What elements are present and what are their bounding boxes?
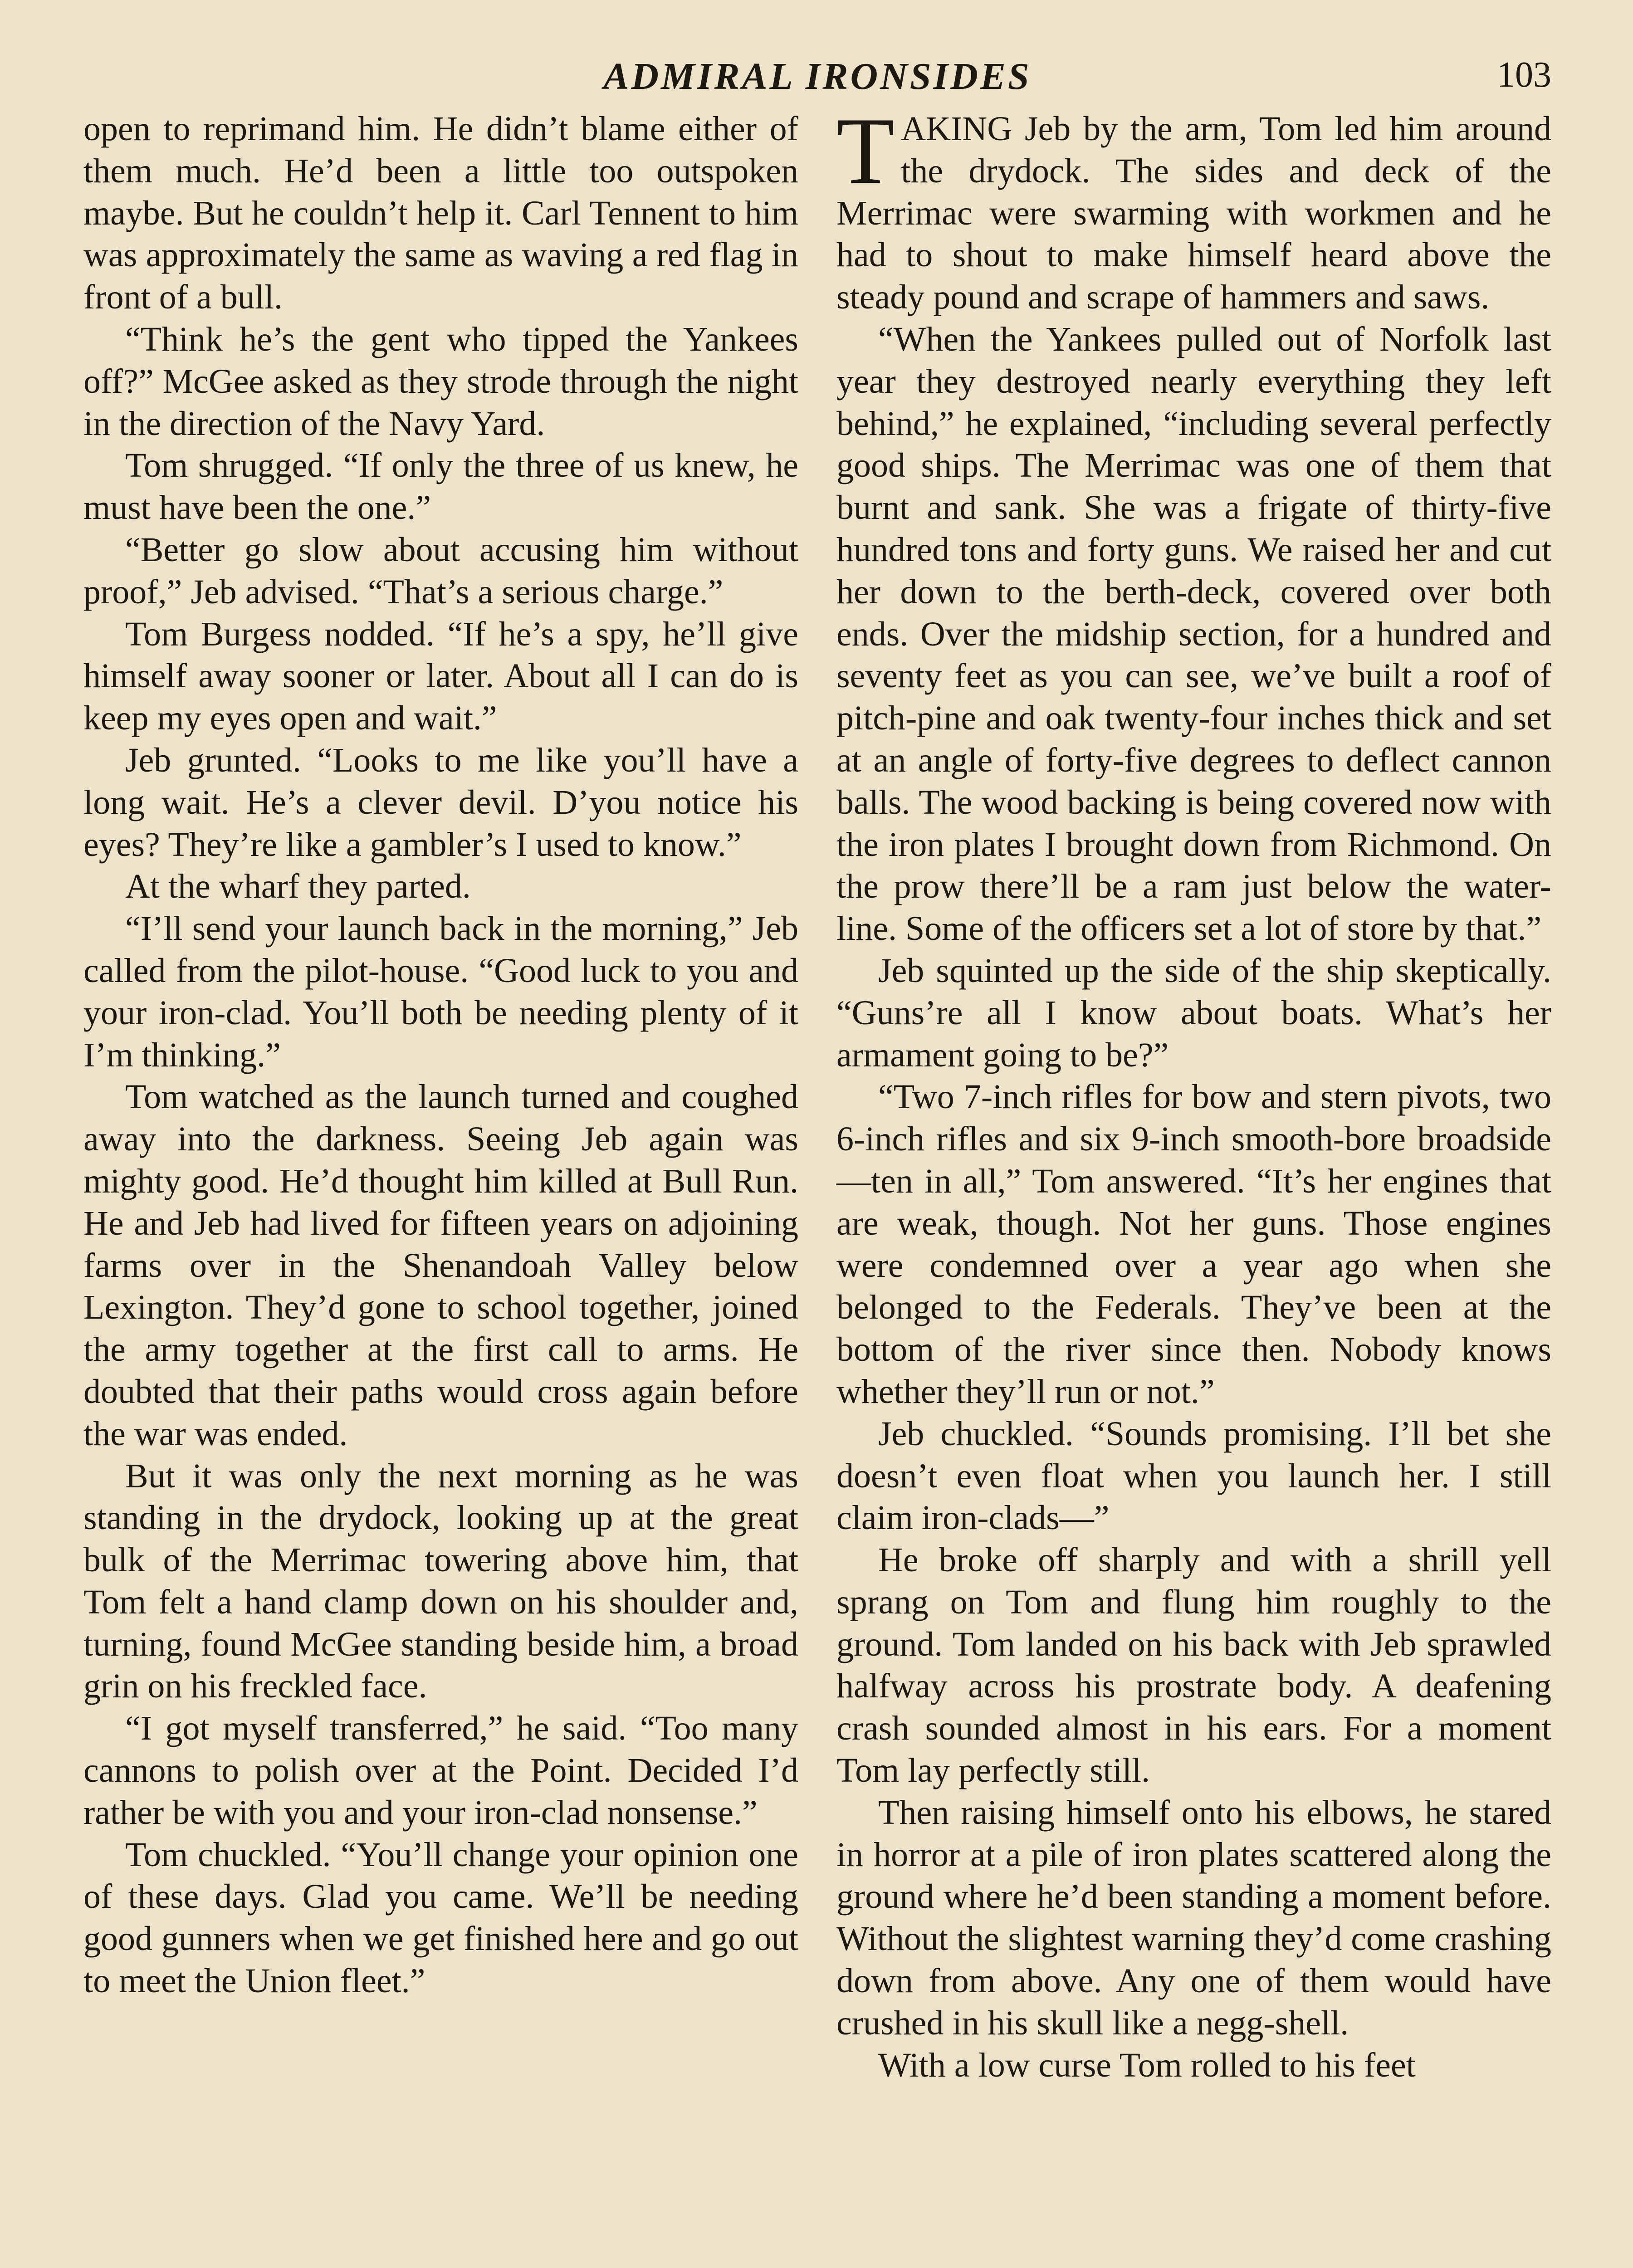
opening-paragraph-text: AKING Jeb by the arm, Tom led him around the drydock. The sides and deck of the Merrimac were swarming with workmen and he had to shout to make himself heard above the steady pound and scrape of hammers and saws. <box>836 110 1551 317</box>
paragraph: “Better go slow about accusing him without proof,” Jeb advised. “That’s a serious charge.” <box>83 530 798 611</box>
drop-cap: T <box>836 98 895 204</box>
paragraph: “I’ll send your launch back in the morning,” Jeb called from the pilot-house. “Good luck to you and your iron-clad. You’ll both be needing plenty of it I’m thinking.” <box>83 909 798 1074</box>
paragraph: At the wharf they parted. <box>125 867 471 906</box>
paragraph: Tom chuckled. “You’ll change your opinion one of these days. Glad you came. We’ll be needing good gunners when we get finished here and go out to meet the Union fleet.” <box>83 1835 798 2000</box>
paragraph: Tom watched as the launch turned and coughed away into the darkness. Seeing Jeb again was mighty good. He’d thought him killed at Bull Run. He and Jeb had lived for fifteen years on adjoining farms over in the Shenandoah Valley below Lexington. They’d gone to school together, joined the army together at the first call to arms. He doubted that their paths would cross again before the war was ended. <box>83 1078 798 1453</box>
paragraph: “Think he’s the gent who tipped the Yankees off?” McGee asked as they strode through the night in the direction of the Navy Yard. <box>83 320 798 443</box>
paragraph: “Two 7-inch rifles for bow and stern pivots, two 6-inch rifles and six 9-inch smooth-bore broadside—ten in all,” Tom answered. “It’s her engines that are weak, though. Not her guns. Those engines were condemned over a year ago when she belonged to the Federals. They’ve been at the bottom of the river since then. Nobody knows whether they’ll run or not.” <box>836 1078 1551 1411</box>
paragraph: Then raising himself onto his elbows, he stared in horror at a pile of iron plates scattered along the ground where he’d been standing a moment before. Without the slightest warning they’d come crashing down from above. Any one of them would have crushed in his skull like a negg-shell. <box>836 1793 1551 2042</box>
paragraph: Jeb grunted. “Looks to me like you’ll have a long wait. He’s a clever devil. D’you notice his eyes? They’re like a gambler’s I used to know.” <box>83 741 798 864</box>
paragraph: Tom shrugged. “If only the three of us knew, he must have been the one.” <box>83 446 798 527</box>
paragraph: “When the Yankees pulled out of Norfolk last year they destroyed nearly everything they left behind,” he explained, “including several perfectly good ships. The Merrimac was one of them that burnt and sank. She was a frigate of thirty-five hundred tons and forty guns. We raised her and cut her down to the berth-deck, covered over both ends. Over the midship section, for a hundred and seventy feet as you can see, we’ve built a roof of pitch-pine and oak twenty-four inches thick and set at an angle of forty-five degrees to deflect cannon balls. The wood backing is being covered now with the iron plates I brought down from Richmond. On the prow there’ll be a ram just below the water-line. Some of the officers set a lot of store by that.” <box>836 320 1551 948</box>
paragraph: With a low curse Tom rolled to his feet <box>878 2046 1416 2084</box>
running-title: ADMIRAL IRONSIDES <box>603 55 1032 98</box>
paragraph: Jeb squinted up the side of the ship skeptically. “Guns’re all I know about boats. What’s her armament going to be?” <box>836 951 1551 1074</box>
paragraph: He broke off sharply and with a shrill yell sprang on Tom and flung him roughly to the ground. Tom landed on his back with Jeb sprawled halfway across his prostrate body. A deafening crash sounded almost in his ears. For a moment Tom lay perfectly still. <box>836 1541 1551 1790</box>
opening-paragraph <box>836 98 1551 318</box>
paragraph: Jeb chuckled. “Sounds promising. I’ll bet she doesn’t even float when you launch her. I still claim iron-clads—” <box>836 1414 1551 1537</box>
left-column <box>83 108 798 2268</box>
text-columns <box>83 98 1551 2268</box>
paragraph: But it was only the next morning as he was standing in the drydock, looking up at the great bulk of the Merrimac towering above him, that Tom felt a hand clamp down on his shoulder and, turning, found McGee standing beside him, a broad grin on his freckled face. <box>83 1457 798 1706</box>
paragraph: open to reprimand him. He didn’t blame either of them much. He’d been a little too outspoken maybe. But he couldn’t help it. Carl Tennent to him was approximately the same as waving a red flag in front of a bull. <box>83 110 798 317</box>
paragraph: Tom Burgess nodded. “If he’s a spy, he’ll give himself away sooner or later. About all I can do is keep my eyes open and wait.” <box>83 615 798 738</box>
page-number: 103 <box>1497 55 1551 95</box>
page-header <box>83 45 1551 109</box>
paragraph: “I got myself transferred,” he said. “Too many cannons to polish over at the Point. Decided I’d rather be with you and your iron-clad nonsense.” <box>83 1709 798 1832</box>
right-column <box>836 98 1551 2268</box>
